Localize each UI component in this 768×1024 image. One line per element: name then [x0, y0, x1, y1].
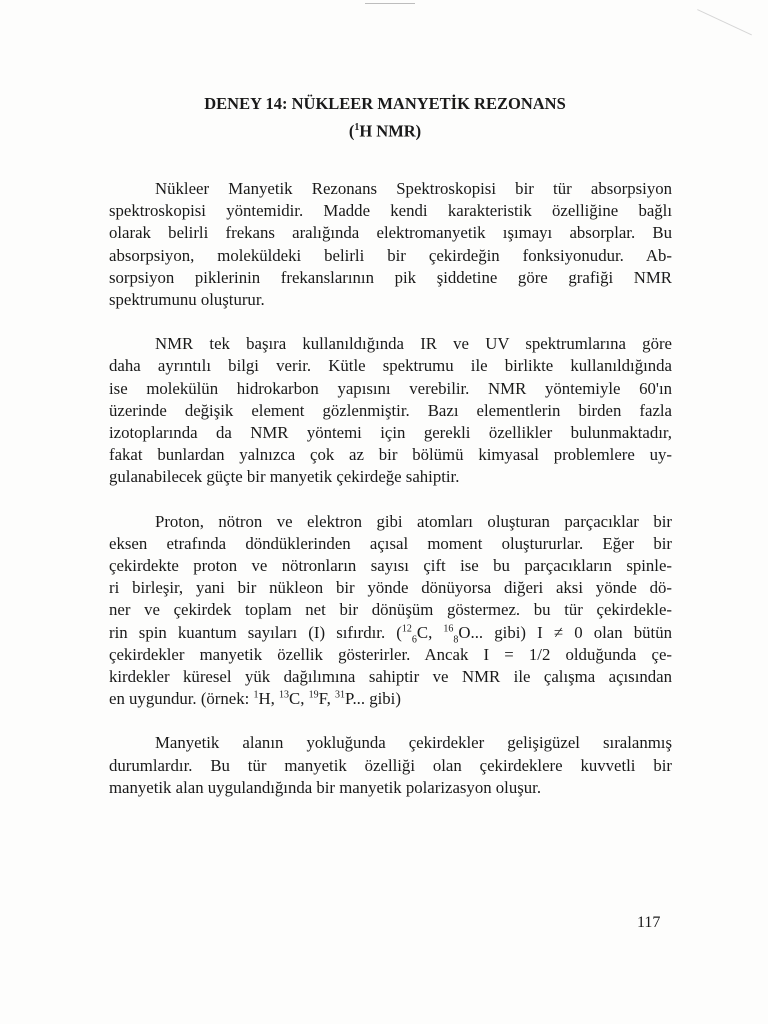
text-line: çekirdekte proton ve nötronların sayısı çift ise bu parçacıkların spinle- — [109, 556, 672, 576]
text-line: spektroskopisi yöntemidir. Madde kendi karakteristik özelliğine bağlı — [109, 201, 672, 221]
text-line: olarak belirli frekans aralığında elektromanyetik ışımayı absorplar. Bu — [109, 223, 672, 243]
text-line-isotopes: rin spin kuantum sayıları (I) sıfırdır. ($^{12}_6$C, $^{16}_8$O... gibi) I ≠ 0 olan bütün — [109, 622, 672, 646]
text-line: gulanabilecek güçte bir manyetik çekirdeğe sahiptir. — [109, 467, 460, 487]
text-line: Proton, nötron ve elektron gibi atomları oluşturan parçacıklar bir — [155, 511, 672, 531]
text-line: durumlardır. Bu tür manyetik özelliği olan çekirdeklere kuvvetli bir — [109, 755, 672, 775]
scan-artifact-line — [365, 3, 415, 4]
paragraph-4 — [109, 732, 672, 799]
title-line-2: ($^1$H NMR) — [348, 121, 422, 141]
text-line: kirdekler küresel yük dağılımına sahiptir ve NMR ile çalışma açısından — [109, 667, 672, 687]
text-line: spektrumunu oluşturur. — [109, 290, 265, 310]
page-number: 117 — [637, 914, 661, 931]
body-text — [109, 178, 672, 821]
text-line-examples: en uygundur. (örnek: $^1$H, $^{13}$C, $^{19}$F, $^{31}$P... gibi) — [109, 689, 401, 709]
text-line: ise molekülün hidrokarbon yapısını verebilir. NMR yöntemiyle 60'ın — [109, 378, 672, 398]
text-line: daha ayrıntılı bilgi verir. Kütle spektrumu ile birlikte kullanıldığında — [109, 356, 672, 376]
text-line: çekirdekler manyetik özellik gösterirler. Ancak I = 1/2 olduğunda çe- — [109, 644, 672, 664]
text-line: ner ve çekirdek toplam net bir dönüşüm göstermez. bu tür çekirdekle- — [109, 600, 672, 620]
text-line: üzerinde değişik element gözlenmiştir. Bazı elementlerin birden fazla — [109, 400, 672, 420]
paragraph-3 — [109, 511, 672, 711]
text-line: manyetik alan uygulandığında bir manyetik polarizasyon oluşur. — [109, 777, 542, 797]
text-line: absorpsiyon, moleküldeki belirli bir çekirdeğin fonksiyonudur. Ab- — [109, 245, 672, 265]
title-line-1: DENEY 14: NÜKLEER MANYETİK REZONANS — [204, 94, 566, 113]
text-line: Nükleer Manyetik Rezonans Spektroskopisi bir tür absorpsiyon — [155, 179, 672, 198]
page-title — [110, 92, 660, 144]
text-line: sorpsiyon piklerinin frekanslarının pik şiddetine göre grafiği NMR — [109, 267, 672, 287]
paragraph-2 — [109, 333, 672, 488]
text-line: izotoplarında da NMR yöntemi için gerekli özellikler bulunmaktadır, — [109, 423, 672, 443]
text-line: eksen etrafında döndüklerinden açısal moment oluştururlar. Eğer bir — [109, 533, 672, 553]
text-line: NMR tek başıra kullanıldığında IR ve UV spektrumlarına göre — [155, 334, 672, 354]
text-line: Manyetik alanın yokluğunda çekirdekler gelişigüzel sıralanmış — [155, 733, 672, 753]
text-line: fakat bunlardan yalnızca çok az bir bölümü kimyasal problemlere uy- — [109, 445, 672, 465]
paragraph-1 — [109, 178, 672, 311]
text-line: ri birleşir, yani bir nükleon bir yönde dönüyorsa diğeri aksi yönde dö- — [109, 578, 672, 598]
scan-artifact-corner — [697, 0, 768, 35]
